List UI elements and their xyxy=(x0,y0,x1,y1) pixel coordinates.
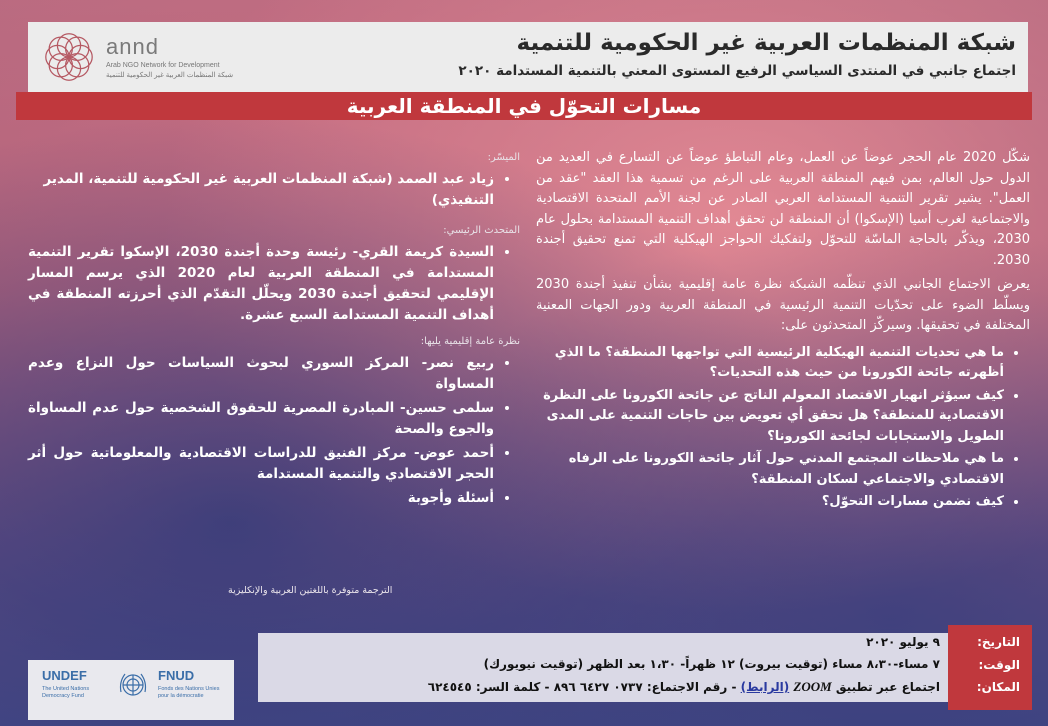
fnud-wordmark: FNUD xyxy=(158,668,195,683)
annd-wordmark: annd xyxy=(106,34,159,59)
undef-subtitle: The United Nations Democracy Fund xyxy=(42,686,90,699)
intro-paragraph-2: يعرض الاجتماع الجانبي الذي تنظّمه الشبكة نظرة عامة إقليمية بشأن تنفيذ أجندة 2030 ويسلّط الضوء على تحدّيات التنمية الرئيسية في المنطقة العربية ودور الجهات المعنية المختلفة في تحقيقها. وسيركّز المتحدثون على: xyxy=(536,277,1030,333)
list-item: • أحمد عوض- مركز الفنيق للدراسات الاقتصادية والمعلوماتية حول أثر الحجر الاقتصادي والتنمية المستدامة xyxy=(28,443,494,485)
undef-wordmark: UNDEF xyxy=(42,668,87,683)
list-item: • ما هي تحديات التنمية الهيكلية الرئيسية التي تواجهها المنطقة؟ ما الذي أظهرته جائحة الكورونا من حيث هذه التحديات؟ xyxy=(536,343,1004,384)
un-emblem-icon xyxy=(116,668,150,702)
place-suffix: - رقم الاجتماع: ٠٧٣٧ ٦٤٢٧ ٨٩٦ - كلمة السر: ٦٢٤٥٤٥ xyxy=(427,680,737,694)
moderator-name: • زياد عبد الصمد (شبكة المنظمات العربية غير الحكومية للتنمية، المدير التنفيذي) xyxy=(28,169,494,211)
place-prefix: اجتماع عبر تطبيق xyxy=(835,680,940,694)
annd-subtitle-ar: شبكة المنظمات العربية غير الحكومية للتنمية xyxy=(106,72,234,79)
moderator-label: الميسّر: xyxy=(487,152,520,163)
keynote-list xyxy=(28,242,520,326)
questions-list xyxy=(536,343,1030,513)
event-title: مسارات التحوّل في المنطقة العربية xyxy=(346,94,702,118)
annd-emblem-icon xyxy=(40,28,98,86)
event-labels-box xyxy=(948,625,1032,710)
meeting-link[interactable]: (الرابط) xyxy=(740,680,790,694)
speakers-column xyxy=(28,146,520,512)
zoom-app-name: ZOOM xyxy=(793,679,832,694)
event-time: ٧ مساء-٨،٣٠ مساء (توقيت بيروت) ١٢ ظهراً- ١،٣٠ بعد الظهر (توقيت نيويورك) xyxy=(483,657,940,671)
header xyxy=(28,22,1028,92)
event-info-box xyxy=(258,633,948,702)
list-item: • أسئلة وأجوبة xyxy=(28,488,494,509)
regional-label: نظرة عامة إقليمية يليها: xyxy=(420,336,520,347)
annd-logo xyxy=(40,26,260,88)
list-item: • كيف نضمن مسارات التحوّل؟ xyxy=(536,492,1004,513)
fnud-subtitle: Fonds des Nations Unies pour la démocratie xyxy=(158,686,220,699)
translation-note: الترجمة متوفرة باللغتين العربية والإنكليزية xyxy=(228,585,393,596)
moderator-list xyxy=(28,169,520,211)
time-label: الوقت: xyxy=(978,658,1020,672)
list-item: • ربيع نصر- المركز السوري لبحوث السياسات حول النزاع وعدم المساواة xyxy=(28,353,494,395)
keynote-text: • السيدة كريمة القري- رئيسة وحدة أجندة 2030، الإسكوا تقرير التنمية المستدامة في المنطقة العربية لعام 2020 الذي يرسم المسار الإقليمي لتحقيق أجندة 2030 ويحلّل التقدّم الذي أحرزته المنطقة في أهداف التنمية المستدامة السبع عشرة. xyxy=(28,242,494,326)
event-subtitle: اجتماع جانبي في المنتدى السياسي الرفيع المستوى المعني بالتنمية المستدامة ٢٠٢٠ xyxy=(458,63,1016,79)
event-date: ٩ يوليو ٢٠٢٠ xyxy=(866,635,940,649)
date-label: التاريخ: xyxy=(977,635,1020,649)
place-label: المكان: xyxy=(976,680,1020,694)
event-place xyxy=(428,679,940,695)
list-item: • ما هي ملاحظات المجتمع المدني حول آثار جائحة الكورونا على الرفاه الاقتصادي والاجتماعي لسكان المنطقة؟ xyxy=(536,449,1004,490)
intro-column xyxy=(536,148,1030,515)
list-item: • كيف سيؤثر انهيار الاقتصاد المعولم الناتج عن جائحة الكورونا على النظرة الاقتصادية للمنطقة؟ هل تحقق أي تعويض بين حاجات التنمية على المدى الطويل والاستجابات لجائحة الكورونا؟ xyxy=(536,386,1004,448)
intro-paragraph-1: شكّل 2020 عام الحجر عوضاً عن العمل، وعام التباطؤ عوضاً عن التسارع في العديد من الدول حول العالم، بمن فيهم المنطقة العربية على الرغم من تسمية هذا العقد "عقد من العمل". يشير تقرير التنمية المستدامة العربي الصادر عن لجنة الأمم المتحدة الاقتصادية والاجتماعية لغرب أسيا (الإسكوا) أن المنطقة لن تحقق أهداف التنمية المستدامة بحلول عام 2030، ويذكّر بالحاجة الماسّة للتحوّل ولتفكيك الحواجز الهيكلية التي تمنع تحقيق أجندة 2030. xyxy=(536,150,1030,268)
regional-list xyxy=(28,353,520,509)
list-item: • سلمى حسين- المبادرة المصرية للحقوق الشخصية حول عدم المساواة والجوع والصحة xyxy=(28,398,494,440)
keynote-label: المتحدث الرئيسي: xyxy=(443,225,520,236)
annd-subtitle-en: Arab NGO Network for Development xyxy=(106,62,220,69)
title-banner xyxy=(16,92,1032,120)
organization-name: شبكة المنظمات العربية غير الحكومية للتنمية xyxy=(516,30,1016,56)
undef-logo xyxy=(28,660,234,720)
